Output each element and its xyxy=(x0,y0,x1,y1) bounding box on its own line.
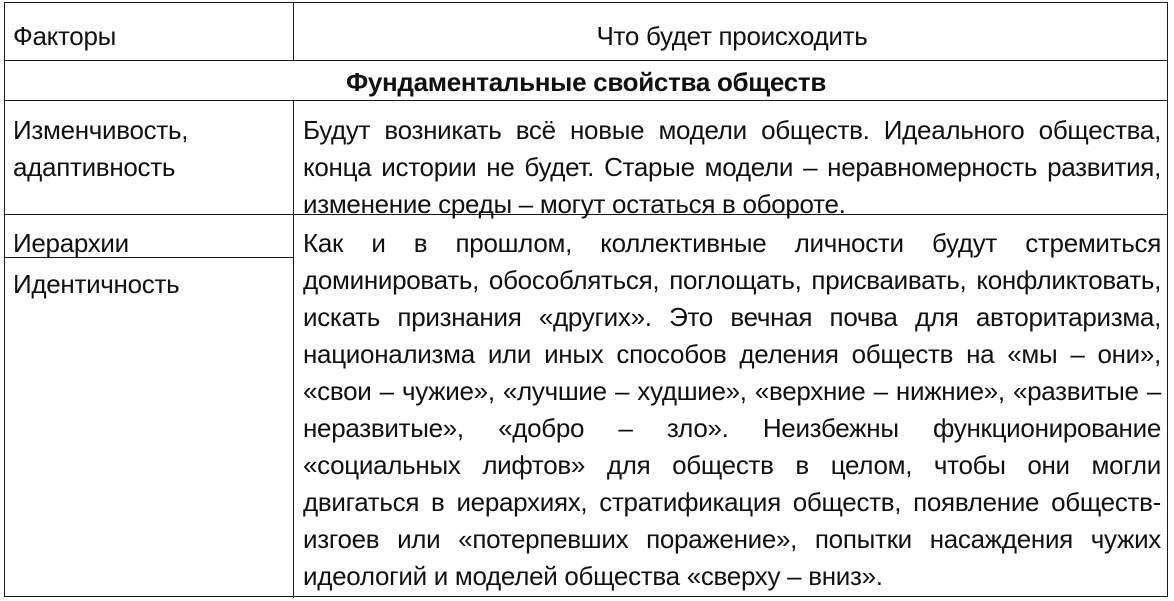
header-divider xyxy=(5,60,1167,61)
header-what-happens: Что будет происходить xyxy=(596,21,868,51)
header-factors: Факторы xyxy=(13,21,117,51)
factor-variability xyxy=(13,112,293,186)
factors-table xyxy=(4,2,1168,597)
section-title: Фундаментальные свойства обществ xyxy=(345,67,827,97)
factor-variability-line-2: адаптивность xyxy=(13,152,176,182)
description-hierarchies-identity: Как и в прошлом, коллективные личности будут стремиться доминировать, обособляться, поглощать, присваивать, конфликтовать, искать признания «других». Это вечная почва для авторитаризма, национализма или иных способов деления обществ на «мы – они», «свои – чужие», «лучшие – худшие», «верхние – нижние», «развитые – неразвитые», «добро – зло». Неизбежны функционирование «социальных лифтов» для обществ в целом, чтобы они могли двигаться в иерархиях, стратификация обществ, появление обществ-изгоев или «потерпевших поражение», попытки насаждения чужих идеологий и моделей общества «сверху – вниз». xyxy=(303,228,1161,591)
description-variability: Будут возникать всё новые модели обществ. Идеального общества, конца истории не будет. Старые модели – неравномерность развития, изменение среды – могут остаться в обороте. xyxy=(303,115,1161,219)
factor-hierarchies: Иерархии xyxy=(13,228,129,258)
factor-variability-line-1: Изменчивость, xyxy=(13,115,189,145)
factor-identity: Идентичность xyxy=(13,269,180,299)
header-column-divider xyxy=(293,3,294,60)
body-column-divider xyxy=(293,100,294,598)
